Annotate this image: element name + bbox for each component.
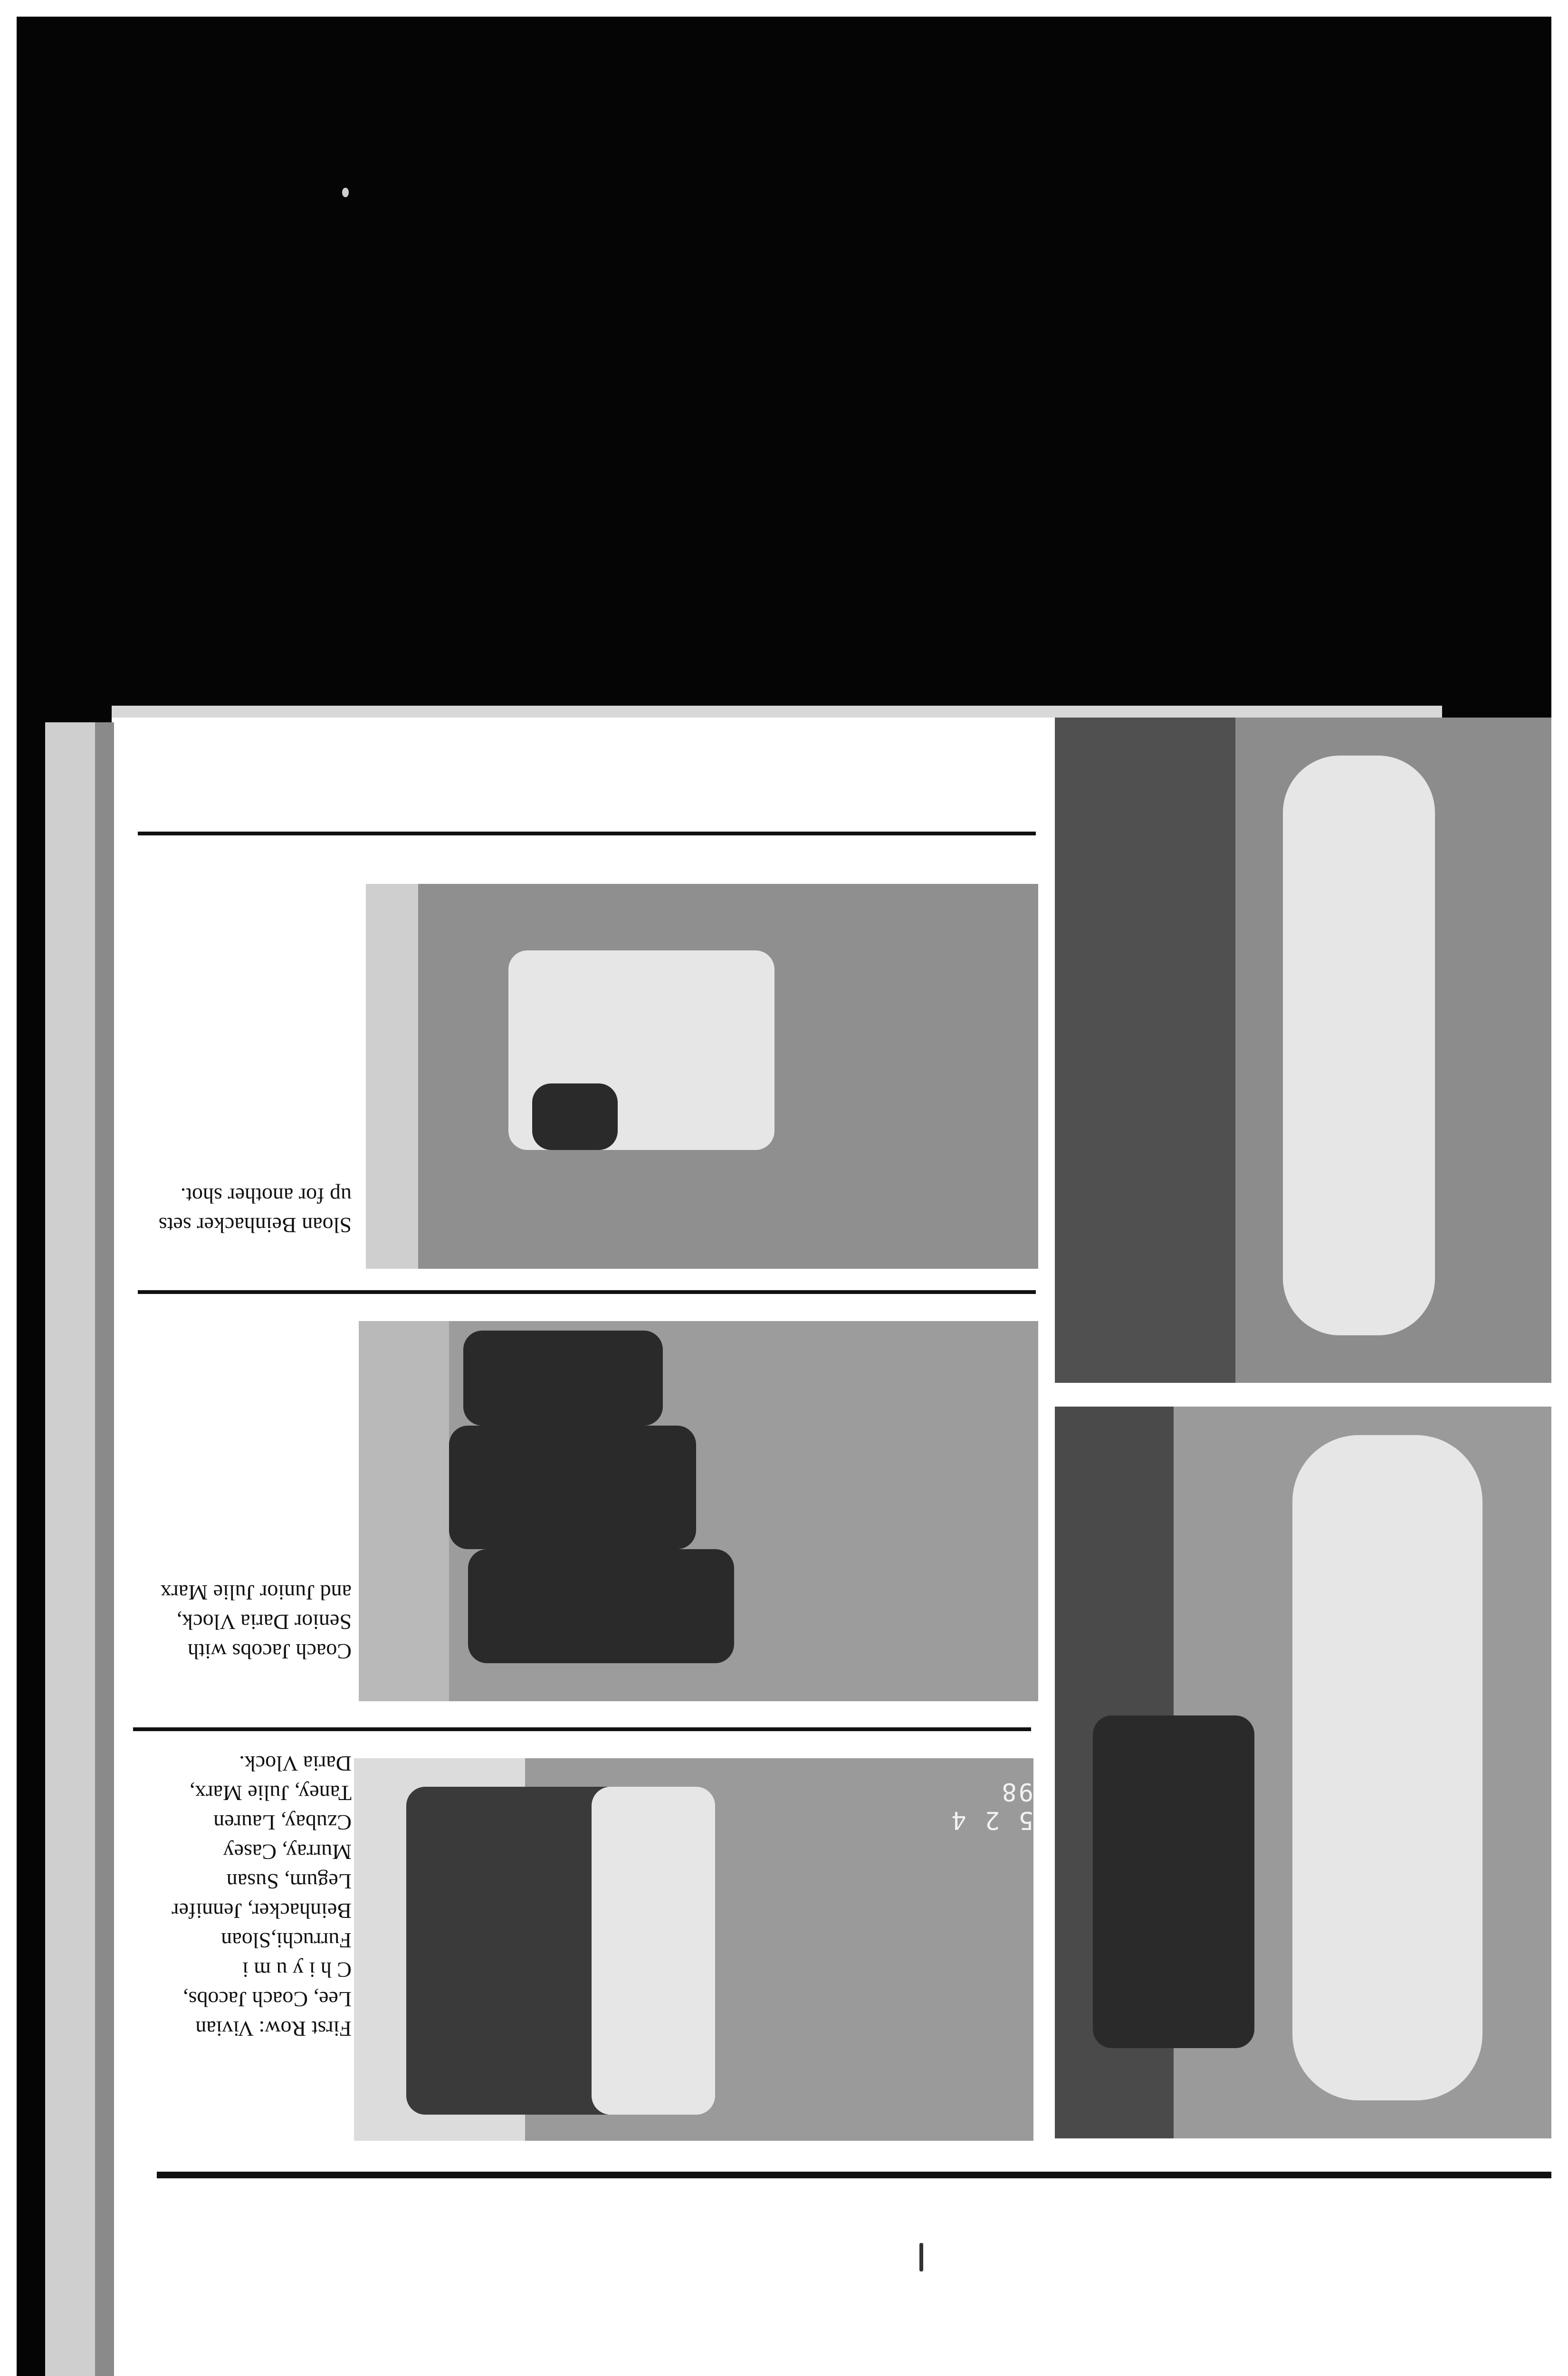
rule-middle: [138, 1290, 1036, 1294]
photo-date-stamp: 5 2 4 98: [949, 1777, 1033, 1834]
photo-coach-jacobs: [359, 1321, 1038, 1701]
scan-speck: [342, 188, 349, 197]
photo-team: [354, 1758, 1033, 2141]
page-edge-strip: [112, 706, 1442, 719]
rule-bottom: [157, 2172, 1551, 2178]
rule-top: [138, 832, 1036, 835]
caption-team-photo: First Row: Vivian Lee, Coach Jacobs, C h i y u m i Furruchi,Sloan Beinhacker, Jennifer Legum, Susan Murray, Casey Czubay, Lauren Taney, Julie Marx, Daria Vlock.: [172, 1752, 352, 2041]
photo-sloan-beinhacker: [366, 884, 1038, 1269]
caption-sloan-photo: Sloan Beinhacker sets up for another shot.: [158, 1184, 352, 1237]
photo-golfer-swing: [1055, 718, 1551, 1383]
scan-speck: [919, 2243, 923, 2271]
caption-coach-photo: Coach Jacobs with Senior Daria Vlock, and Junior Julie Marx: [160, 1581, 352, 1664]
book-gutter: [95, 722, 114, 2376]
photo-golfers-group: [1055, 1407, 1551, 2138]
rule-lower: [133, 1727, 1031, 1731]
